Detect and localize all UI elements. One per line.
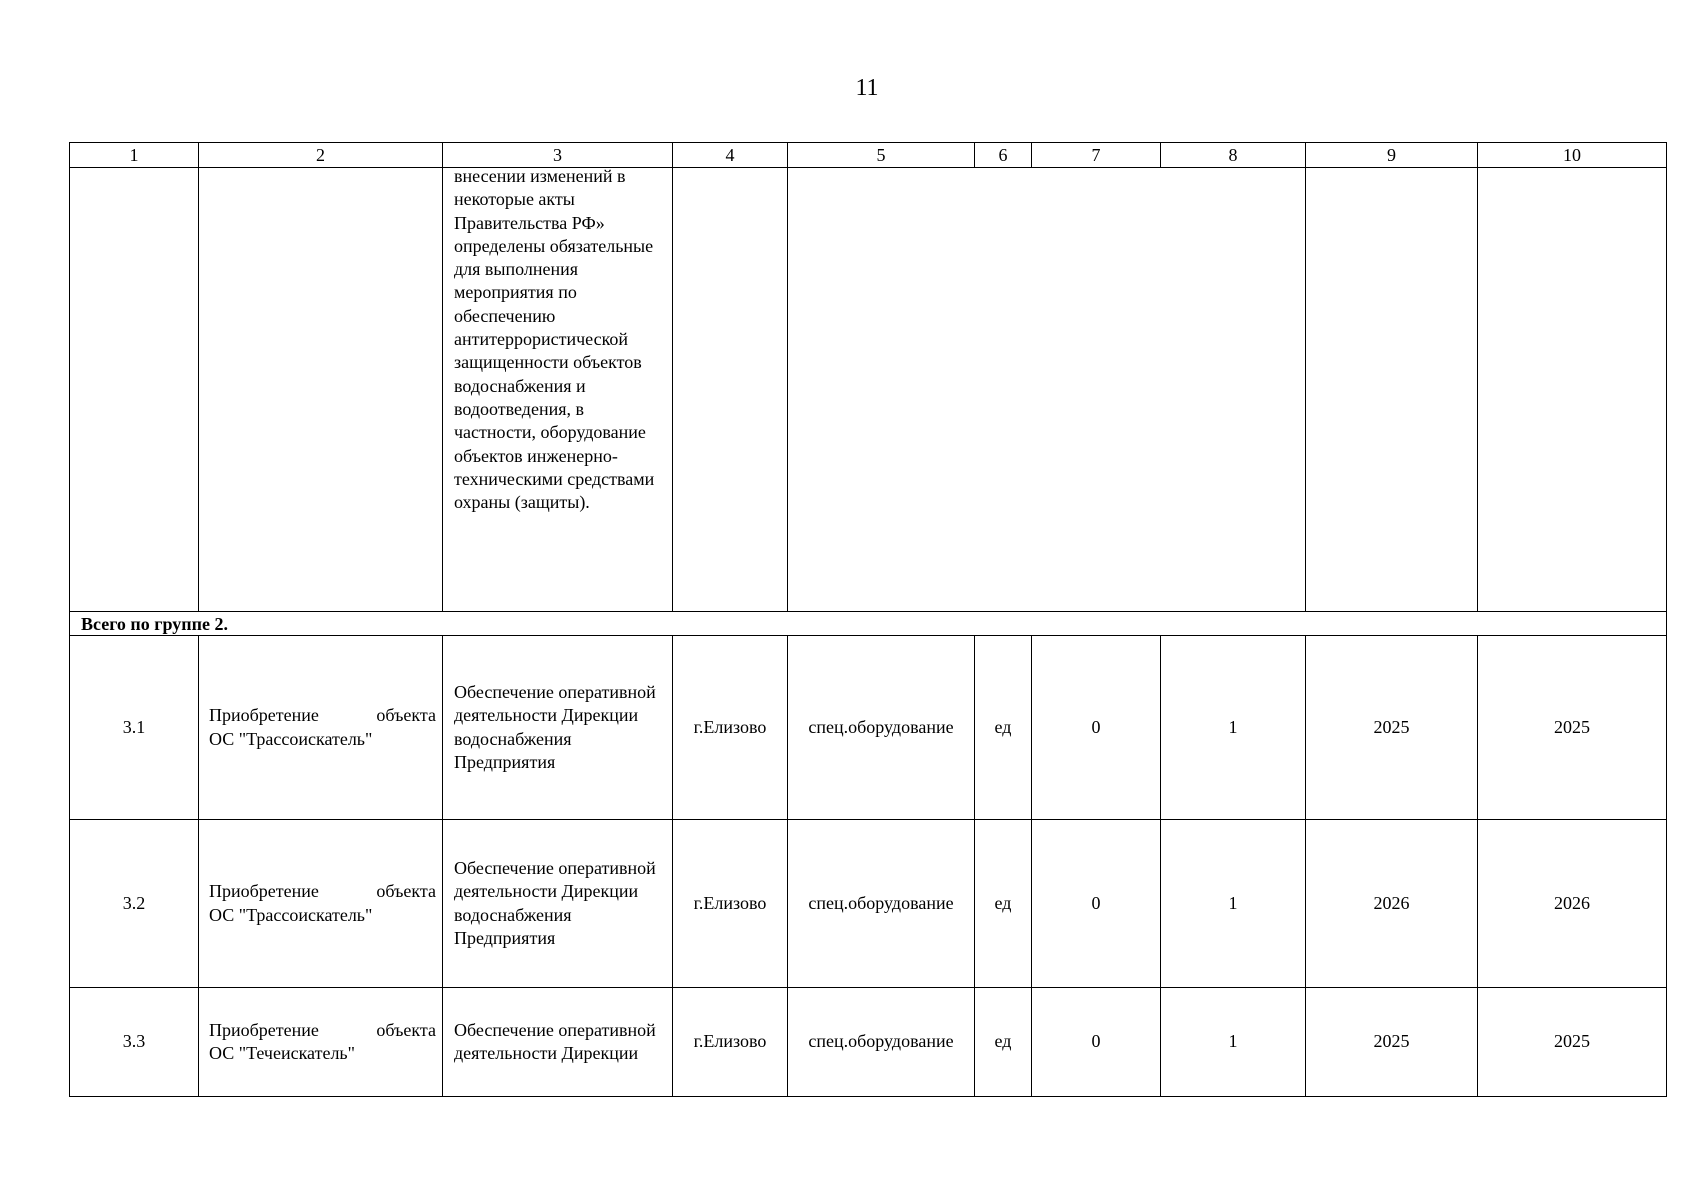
object-name-line2: ОС "Трассоискатель" xyxy=(209,728,373,749)
column-header-5: 5 xyxy=(788,143,975,168)
column-header-7: 7 xyxy=(1032,143,1161,168)
value-col7: 0 xyxy=(1032,820,1161,988)
object-location: г.Елизово xyxy=(673,988,788,1097)
value-col10: 2025 xyxy=(1478,636,1667,820)
continuation-cell-1 xyxy=(70,168,199,612)
page-number: 11 xyxy=(855,75,879,101)
object-type: спец.оборудование xyxy=(788,636,975,820)
table-row xyxy=(70,636,1667,820)
column-header-6: 6 xyxy=(975,143,1032,168)
continuation-row xyxy=(70,168,1667,612)
object-name xyxy=(199,988,443,1097)
object-type: спец.оборудование xyxy=(788,988,975,1097)
continuation-cell-2 xyxy=(199,168,443,612)
object-purpose: Обеспечение оперативной деятельности Дирекции водоснабжения Предприятия xyxy=(443,820,673,988)
value-col10: 2026 xyxy=(1478,820,1667,988)
column-header-2: 2 xyxy=(199,143,443,168)
table-row xyxy=(70,820,1667,988)
group-total-label: Всего по группе 2. xyxy=(70,612,1667,636)
column-header-1: 1 xyxy=(70,143,199,168)
row-number: 3.3 xyxy=(70,988,199,1097)
continuation-cell-10 xyxy=(1478,168,1667,612)
value-col8: 1 xyxy=(1161,988,1306,1097)
value-col8: 1 xyxy=(1161,820,1306,988)
continuation-description xyxy=(443,168,673,612)
column-header-8: 8 xyxy=(1161,143,1306,168)
continuation-cell-9 xyxy=(1306,168,1478,612)
group-total-row xyxy=(70,612,1667,636)
value-col8: 1 xyxy=(1161,636,1306,820)
object-unit: ед xyxy=(975,988,1032,1097)
object-location: г.Елизово xyxy=(673,636,788,820)
continuation-cell-4 xyxy=(673,168,788,612)
column-header-3: 3 xyxy=(443,143,673,168)
object-name-line1: Приобретение объекта xyxy=(209,705,436,726)
value-col7: 0 xyxy=(1032,636,1161,820)
continuation-text: внесении изменений в некоторые акты Правительства РФ» определены обязательные для выполнения мероприятия по обеспечению антитеррористической защищенности объектов водоснабжения и водоотведения, в частности, оборудование объектов инженерно-техническими средствами охраны (защиты). xyxy=(454,167,655,513)
object-type: спец.оборудование xyxy=(788,820,975,988)
row-number: 3.1 xyxy=(70,636,199,820)
column-header-9: 9 xyxy=(1306,143,1478,168)
object-name-line2: ОС "Течеискатель" xyxy=(209,1043,355,1063)
value-col9: 2025 xyxy=(1306,988,1478,1097)
value-col9: 2026 xyxy=(1306,820,1478,988)
investment-table xyxy=(69,142,1667,1097)
object-location: г.Елизово xyxy=(673,820,788,988)
object-unit: ед xyxy=(975,636,1032,820)
object-name xyxy=(199,820,443,988)
object-unit: ед xyxy=(975,820,1032,988)
row-number: 3.2 xyxy=(70,820,199,988)
column-header-4: 4 xyxy=(673,143,788,168)
value-col7: 0 xyxy=(1032,988,1161,1097)
object-name-line1: Приобретение объекта xyxy=(209,1019,436,1040)
object-name-line1: Приобретение объекта xyxy=(209,881,436,902)
object-purpose: Обеспечение оперативной деятельности Дирекции водоснабжения Предприятия xyxy=(443,636,673,820)
object-purpose: Обеспечение оперативной деятельности Дирекции xyxy=(443,988,673,1097)
object-name-line2: ОС "Трассоискатель" xyxy=(209,904,373,925)
table-row xyxy=(70,988,1667,1097)
object-name xyxy=(199,636,443,820)
continuation-cell-5-8 xyxy=(788,168,1306,612)
column-header-10: 10 xyxy=(1478,143,1667,168)
value-col9: 2025 xyxy=(1306,636,1478,820)
column-number-header-row xyxy=(70,143,1667,168)
value-col10: 2025 xyxy=(1478,988,1667,1097)
